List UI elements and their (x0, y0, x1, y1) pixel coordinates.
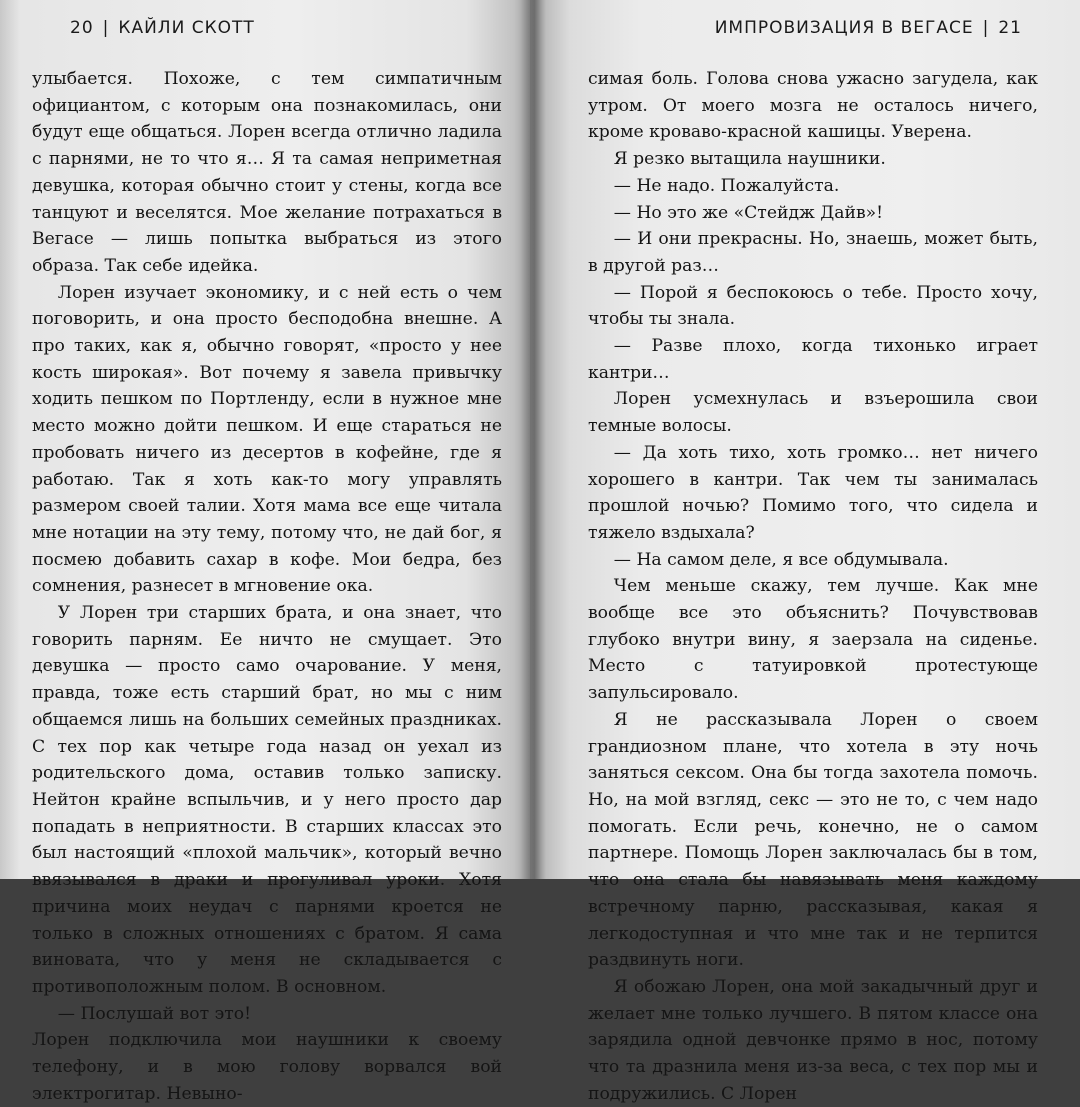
paragraph: — Порой я беспокоюсь о тебе. Просто хочу, чтобы ты знала. (588, 282, 1038, 330)
right-page-body (588, 66, 1038, 1107)
paragraph: Лорен изучает экономику, и с ней есть о чем поговорить, и она просто бесподобна внешне. А про таких, как я, обычно говорят, «просто у нее кость широкая». Вот почему я завела привычку ходить пешком по Портленду, если в нужное мне место можно дойти пешком. И еще стараться не пробовать ничего из десертов в кофейне, где я работаю. Так я хоть как-то могу управлять размером своей талии. Хотя мама все еще читала мне нотации на эту тему, потому что, не дай бог, я посмею добавить сахар в кофе. Мои бедра, без сомнения, разнесет в мгновение ока. (32, 282, 502, 597)
paragraph: симая боль. Голова снова ужасно загудела, как утром. От моего мозга не осталось ничего, кроме кроваво-красной кашицы. Уверена. (588, 69, 1038, 143)
running-head-separator: | (982, 18, 990, 38)
running-head-separator: | (102, 18, 110, 38)
paragraph: У Лорен три старших брата, и она знает, что говорить парням. Ее ничто не смущает. Это девушка — просто само очарование. У меня, правда, тоже есть старший брат, но мы с ним общаемся лишь на больших семейных праздниках. С тех пор как четыре года назад он уехал из родительского дома, оставив только записку. Нейтон крайне вспыльчив, и у него просто дар попадать в неприятности. В старших классах это был настоящий «плохой мальчик», который вечно ввязывался в драки и прогуливал уроки. Хотя причина моих неудач с парнями кроется не только в сложных отношениях с братом. Я сама виновата, что у меня не складывается с противоположным полом. В основном. (32, 603, 502, 997)
paragraph: — Разве плохо, когда тихонько играет кантри… (588, 336, 1038, 383)
paragraph: — Не надо. Пожалуйста. (613, 175, 840, 196)
right-running-head-title: ИМПРОВИЗАЦИЯ В ВЕГАСЕ (714, 18, 974, 38)
paragraph: Лорен усмехнулась и взъерошила свои темные волосы. (588, 389, 1038, 437)
left-page-number: 20 (70, 18, 94, 38)
paragraph: — Послушай вот это! (57, 1003, 251, 1024)
right-running-head (715, 18, 1022, 38)
paragraph: — Да хоть тихо, хоть громко… нет ничего хорошего в кантри. Так чем ты занималась прошлой ночью? Помимо того, что сидела и тяжело вздыхала? (588, 442, 1038, 543)
left-running-head (70, 18, 255, 38)
paragraph: улыбается. Похоже, с тем симпатичным официантом, с которым она познакомилась, они будут еще общаться. Лорен всегда отлично ладила с парнями, не то что я… Я та самая неприметная девушка, которая обычно стоит у стены, когда все танцуют и веселятся. Мое желание потрахаться в Вегасе — лишь попытка выбраться из этого образа. Так себе идейка. (32, 69, 502, 276)
right-page-number: 21 (998, 18, 1022, 38)
left-running-head-title: КАЙЛИ СКОТТ (118, 18, 255, 38)
left-page (0, 0, 530, 1104)
paragraph: Чем меньше скажу, тем лучше. Как мне вообще все это объяснить? Почувствовав глубоко внутри вину, я заерзала на сиденье. Место с татуировкой протестующе запульсировало. (588, 576, 1038, 704)
paragraph: Я не рассказывала Лорен о своем грандиозном плане, что хотела в эту ночь заняться сексом. Она бы тогда захотела помочь. Но, на мой взгляд, секс — это не то, с чем надо помогать. Если речь, конечно, не о самом партнере. Помощь Лорен заключалась бы в том, что она стала бы навязывать меня каждому встречному парню, рассказывая, какая я легкодоступная и что мне так и не терпится раздвинуть ноги. (588, 709, 1038, 971)
paragraph: Лорен подключила мои наушники к своему телефону, и в мою голову ворвался вой электрогитар. Невыно- (32, 1030, 502, 1104)
paragraph: Я обожаю Лорен, она мой закадычный друг и желает мне только лучшего. В пятом классе она зарядила одной девчонке прямо в нос, потому что та дразнила меня из-за веса, с тех пор мы и подружились. С Лорен (588, 976, 1038, 1104)
paragraph: Я резко вытащила наушники. (613, 149, 886, 170)
paragraph: — На самом деле, я все обдумывала. (613, 549, 949, 570)
left-page-body (32, 66, 502, 1107)
right-page (530, 0, 1080, 1104)
paragraph: — И они прекрасны. Но, знаешь, может быть, в другой раз… (588, 229, 1038, 276)
paragraph: — Но это же «Стейдж Дайв»! (613, 202, 884, 223)
